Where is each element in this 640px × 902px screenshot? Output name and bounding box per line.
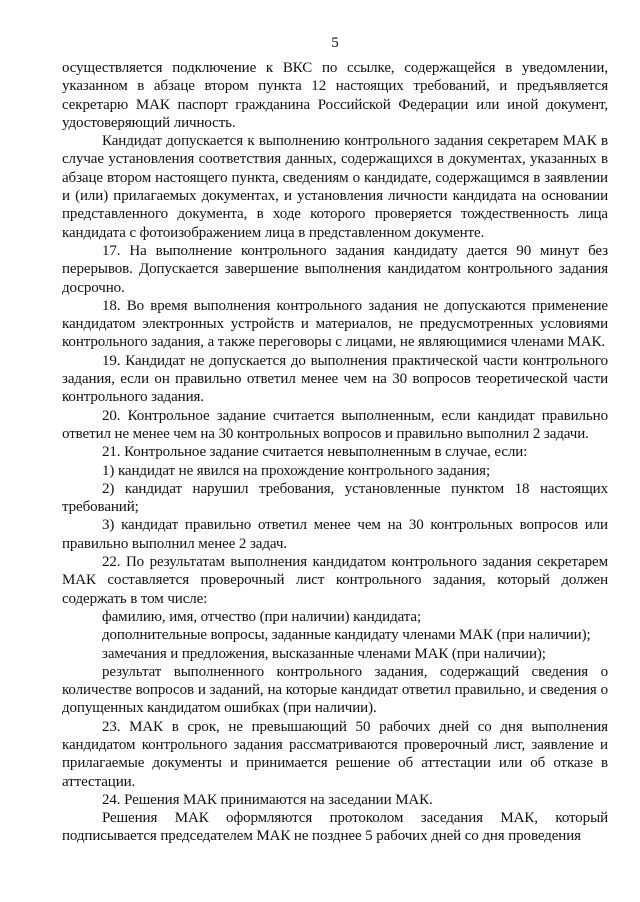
paragraph-continuation: осуществляется подключение к ВКС по ссылке, содержащейся в уведомлении, указанном в абзаце втором пункта 12 настоящих требований, и предъявляется секретарю МАК паспорт гражданина Российской Федерации или иной документ, удостоверяющий личность. [62,60,608,131]
paragraph-item-19: 19. Кандидат не допускается до выполнения практической части контрольного задания, если он правильно ответил менее чем на 30 вопросов теоретической части контрольного задания. [62,352,608,406]
paragraph-item-18: 18. Во время выполнения контрольного задания не допускаются применение кандидатом электронных устройств и материалов, не предусмотренных условиями контрольного задания, а также переговоры с лицами, не являющимися членами МАК. [62,297,608,351]
paragraph-item-23: 23. МАК в срок, не превышающий 50 рабочих дней со дня выполнения кандидатом контрольного задания рассматриваются проверочный лист, заявление и прилагаемые документы и принимается решение об аттестации или об отказе в аттестации. [62,718,608,790]
list-item-22-questions: дополнительные вопросы, заданные кандидату членами МАК (при наличии); [102,627,591,644]
paragraph-item-24: 24. Решения МАК принимаются на заседании МАК. [102,791,433,808]
list-item-22-name: фамилию, имя, отчество (при наличии) кандидата; [102,608,422,625]
list-item-21-3: 3) кандидат правильно ответил менее чем на 30 контрольных вопросов или правильно выполнил менее 2 задач. [62,517,608,552]
paragraph-item-20: 20. Контрольное задание считается выполненным, если кандидат правильно ответил не менее чем на 30 контрольных вопросов и правильно выполнил 2 задачи. [62,407,608,442]
list-item-21-1: 1) кандидат не явился на прохождение контрольного задания; [102,462,491,479]
list-item-21-2: 2) кандидат нарушил требования, установленные пунктом 18 настоящих требований; [62,480,608,516]
paragraph-decisions: Решения МАК оформляются протоколом заседания МАК, который подписывается председателем МАК не позднее 5 рабочих дней со дня проведения [62,810,608,845]
paragraph-candidate-admission: Кандидат допускается к выполнению контрольного задания секретарем МАК в случае установления соответствия данных, содержащихся в документах, указанных в абзаце втором настоящего пункта, сведениям о кандидате, содержащимся в заявлении и (или) прилагаемых документах, и установления личности кандидата на основании представленного документа, в ходе которого проверяется тождественность лица кандидата с фотоизображением лица в представленном документе. [62,133,608,241]
document-body [62,59,608,846]
list-item-22-remarks: замечания и предложения, высказанные членами МАК (при наличии); [102,645,546,662]
list-item-22-result: результат выполненного контрольного задания, содержащий сведения о количестве вопросов и заданий, на которые кандидат ответил правильно, и сведения о допущенных кандидатом ошибках (при наличии). [62,663,608,717]
paragraph-item-21: 21. Контрольное задание считается невыполненным в случае, если: [102,444,528,461]
page-number: 5 [331,35,339,51]
paragraph-item-17: 17. На выполнение контрольного задания кандидату дается 90 минут без перерывов. Допускается завершение выполнения кандидатом контрольного задания досрочно. [62,242,608,296]
paragraph-item-22: 22. По результатам выполнения кандидатом контрольного задания секретарем МАК составляется проверочный лист контрольного задания, который должен содержать в том числе: [62,554,608,607]
